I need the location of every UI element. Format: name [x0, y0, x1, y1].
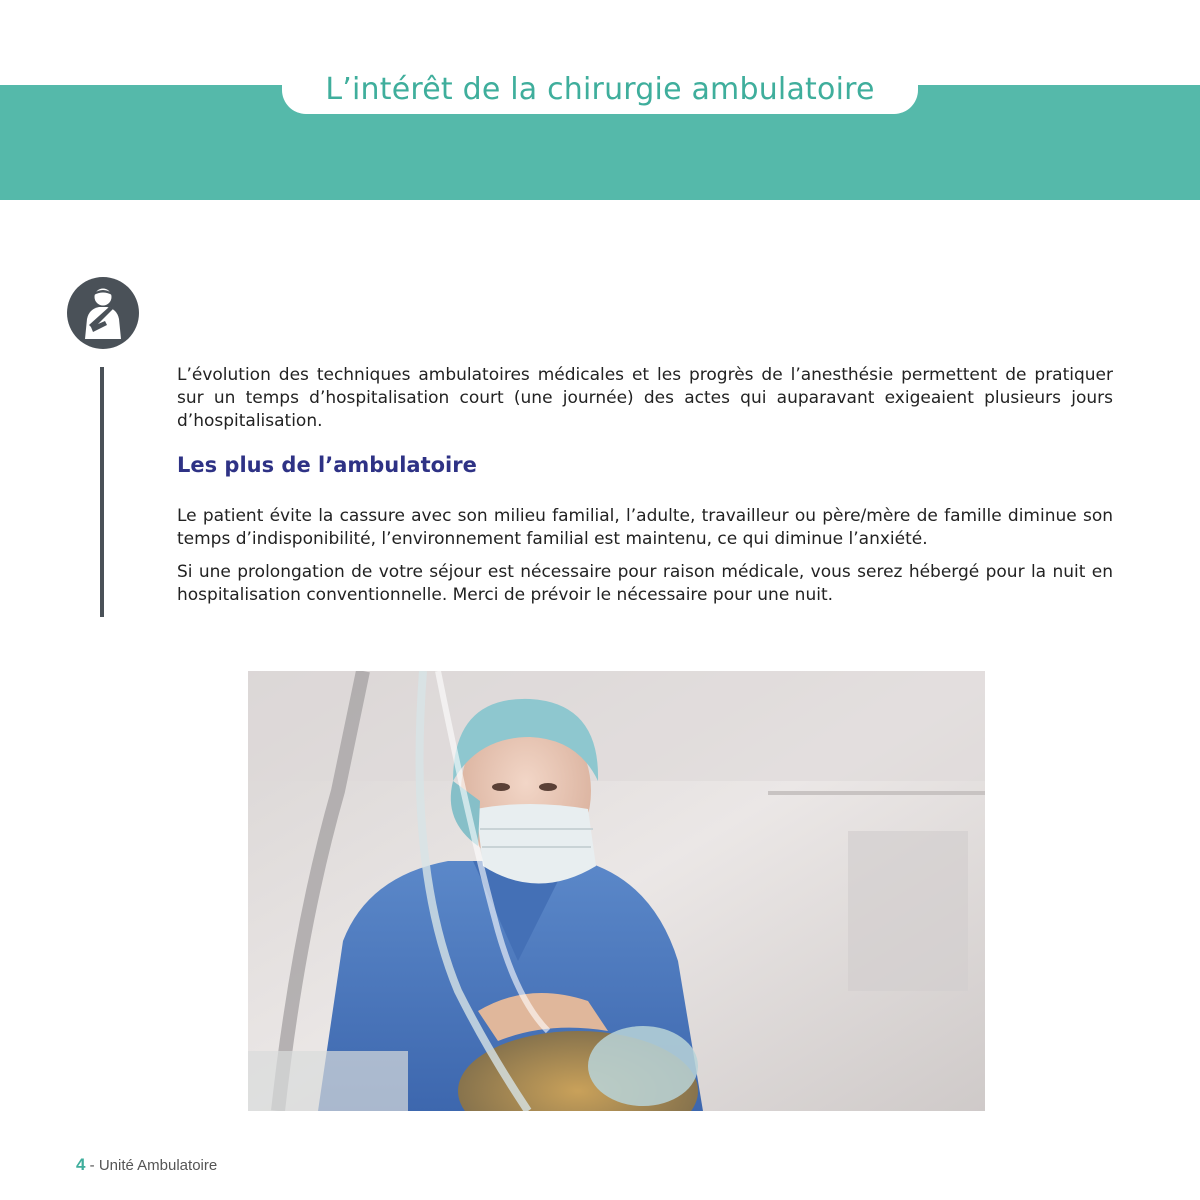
intro-paragraph: L’évolution des techniques ambulatoires médicales et les progrès de l’anesthésie permettent de pratiquer sur un temps d’hospitalisation court (une journée) des actes qui auparavant exigeaient plusieurs jours d’hospitalisation.	[177, 365, 1113, 431]
patient-with-arm-sling-icon	[67, 277, 139, 349]
footer-separator: -	[85, 1157, 99, 1174]
page-number: 4	[76, 1155, 86, 1174]
main-content	[177, 364, 1113, 607]
section-title: Les plus de l’ambulatoire	[177, 453, 477, 477]
title-tab	[282, 64, 918, 114]
nurse-in-surgical-mask-and-cap-photo	[248, 671, 985, 1111]
page-title: L’intérêt de la chirurgie ambulatoire	[325, 71, 875, 107]
benefit-paragraph-1: Le patient évite la cassure avec son milieu familial, l’adulte, travailleur ou père/mère de famille diminue son temps d’indisponibilité, l’environnement familial est maintenu, ce qui diminue l’anxiété.	[177, 506, 1113, 549]
benefit-paragraph-2: Si une prolongation de votre séjour est nécessaire pour raison médicale, vous serez hébergé pour la nuit en hospitalisation conventionnelle. Merci de prévoir le nécessaire pour une nuit.	[177, 562, 1113, 605]
side-divider	[100, 367, 104, 617]
footer-label: Unité Ambulatoire	[98, 1157, 218, 1174]
page-footer	[76, 1155, 217, 1175]
